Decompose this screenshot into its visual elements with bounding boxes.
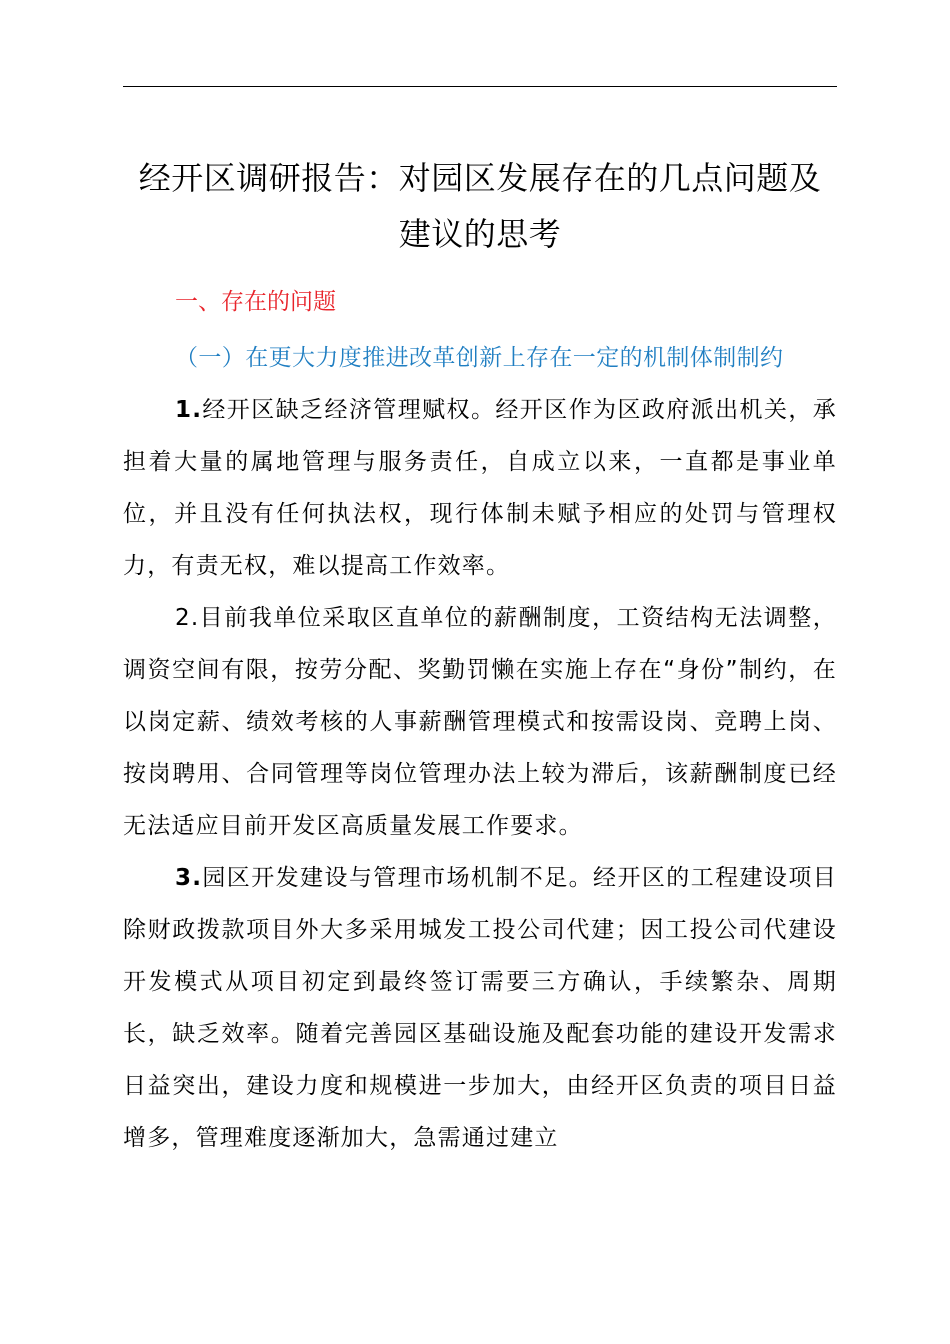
item-number: 2. (175, 605, 200, 631)
item-text: 经开区缺乏经济管理赋权。经开区作为区政府派出机关，承担着大量的属地管理与服务责任，自成立以来，一直都是事业单位，并且没有任何执法权，现行体制未赋予相应的处罚与管理权力，有责无权，难以提高工作效率。 (123, 397, 837, 579)
item-text: 目前我单位采取区直单位的薪酬制度，工资结构无法调整，调资空间有限，按劳分配、奖勤罚懒在实施上存在“身份”制约，在以岗定薪、绩效考核的人事薪酬管理模式和按需设岗、竞聘上岗、按岗聘用、合同管理等岗位管理办法上较为滞后，该薪酬制度已经无法适应目前开发区高质量发展工作要求。 (123, 605, 837, 839)
header-rule (123, 86, 837, 87)
paragraph-item-1 (123, 384, 837, 592)
paragraph-item-3 (123, 852, 837, 1164)
subsection-heading-reform: （一）在更大力度推进改革创新上存在一定的机制体制制约 (175, 345, 784, 371)
section-heading-problems: 一、存在的问题 (175, 289, 336, 315)
item-number: 1. (175, 397, 203, 423)
item-number: 3. (175, 865, 203, 891)
document-page (123, 150, 837, 1164)
paragraph-item-2 (123, 592, 837, 852)
item-text: 园区开发建设与管理市场机制不足。经开区的工程建设项目除财政拨款项目外大多采用城发工投公司代建；因工投公司代建设开发模式从项目初定到最终签订需要三方确认，手续繁杂、周期长，缺乏效率。随着完善园区基础设施及配套功能的建设开发需求日益突出，建设力度和规模进一步加大，由经开区负责的项目日益增多，管理难度逐渐加大，急需通过建立 (123, 865, 837, 1151)
document-title: 经开区调研报告：对园区发展存在的几点问题及建议的思考 (138, 159, 822, 253)
